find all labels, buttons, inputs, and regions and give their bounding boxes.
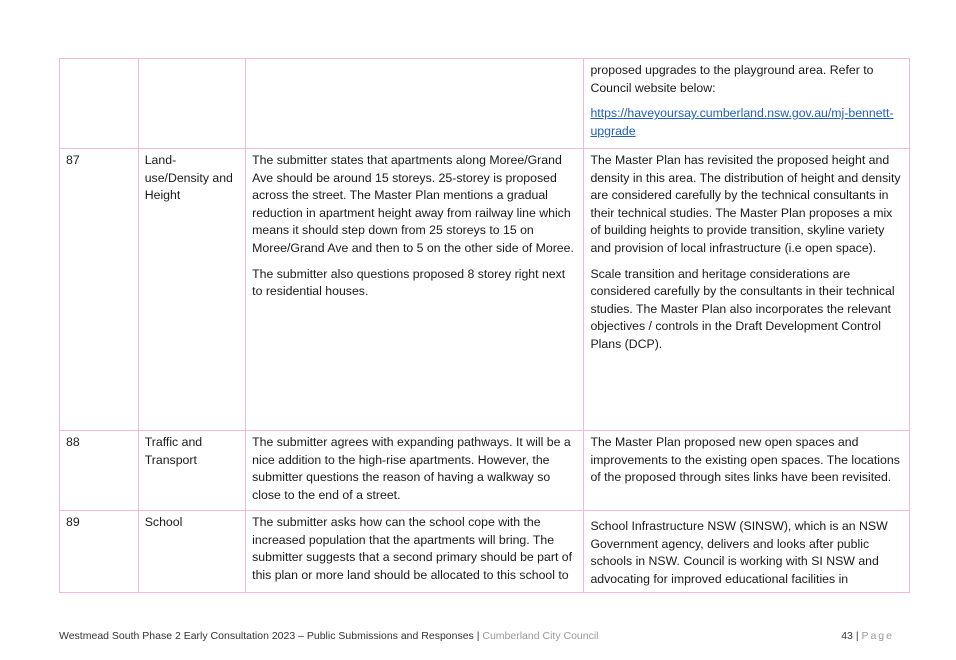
submission-cell — [246, 59, 584, 149]
response-paragraph: Scale transition and heritage considerations are considered carefully by the consultants in their technical studies. The Master Plan also incorporates the relevant objectives / controls in the Draft Development Control Plans (DCP). — [590, 266, 895, 351]
page-separator: | — [855, 630, 859, 642]
response-cell — [584, 511, 910, 593]
category-cell: Land-use/Density and Height — [138, 149, 245, 431]
response-paragraph: The Master Plan has revisited the proposed height and density in this area. The distribution of height and density are considered carefully by the technical consultants in their technical studies. The Master Plan proposes a mix of building heights to provide transition, skyline variety and provision of local infrastructure (i.e open space). — [590, 153, 901, 255]
footer-page — [841, 630, 894, 642]
submission-paragraph: The submitter also questions proposed 8 storey right next to residential houses. — [252, 266, 566, 299]
category-cell: Traffic and Transport — [138, 431, 245, 511]
table-row — [60, 59, 910, 149]
response-cell — [584, 431, 910, 511]
row-number-cell: 89 — [60, 511, 139, 593]
council-website-link[interactable]: https://haveyoursay.cumberland.nsw.gov.au/mj-bennett-upgrade — [590, 106, 894, 138]
response-paragraph: School Infrastructure NSW (SINSW), which is an NSW Government agency, delivers and looks after public schools in NSW. Council is working with SI NSW and advocating for improved educational facilities in — [590, 519, 888, 586]
submission-cell — [246, 511, 584, 593]
submission-paragraph: The submitter states that apartments along Moree/Grand Ave should be around 15 storeys. 25-storey is proposed across the street. The Master Plan mentions a gradual reduction in apartment height away from railway line which means it should step down from 25 storeys to 15 on Moree/Grand Ave and then to 5 on the other side of Moree. — [252, 153, 574, 255]
table-row — [60, 431, 910, 511]
category-cell: School — [138, 511, 245, 593]
row-number-cell: 88 — [60, 431, 139, 511]
footer-title: Westmead South Phase 2 Early Consultation 2023 – Public Submissions and Responses — [59, 630, 474, 642]
response-paragraph: proposed upgrades to the playground area. Refer to Council website below: — [590, 63, 874, 95]
table-row — [60, 511, 910, 593]
category-cell — [138, 59, 245, 149]
response-cell — [584, 149, 910, 431]
table-row — [60, 149, 910, 431]
footer-org: Cumberland City Council — [482, 630, 599, 642]
page-footer — [59, 630, 894, 642]
submission-paragraph: The submitter agrees with expanding pathways. It will be a nice addition to the high-rise apartments. However, the submitter questions the reason of having a walkway so close to the end of a street. — [252, 435, 571, 502]
row-number-cell: 87 — [60, 149, 139, 431]
submissions-table — [59, 58, 910, 593]
response-paragraph: The Master Plan proposed new open spaces and improvements to the existing open spaces. The locations of the proposed through sites links have been revisited. — [590, 435, 900, 485]
row-number-cell — [60, 59, 139, 149]
submission-cell — [246, 149, 584, 431]
footer-separator: | — [476, 630, 480, 642]
response-cell — [584, 59, 910, 149]
submission-paragraph: The submitter asks how can the school cope with the increased population that the apartments will bring. The submitter suggests that a second primary should be part of this plan or more land should be allocated to this school to — [252, 515, 573, 582]
page-number: 43 — [841, 630, 853, 642]
submission-cell — [246, 431, 584, 511]
page-word: Page — [861, 630, 894, 642]
footer-left — [59, 630, 599, 642]
